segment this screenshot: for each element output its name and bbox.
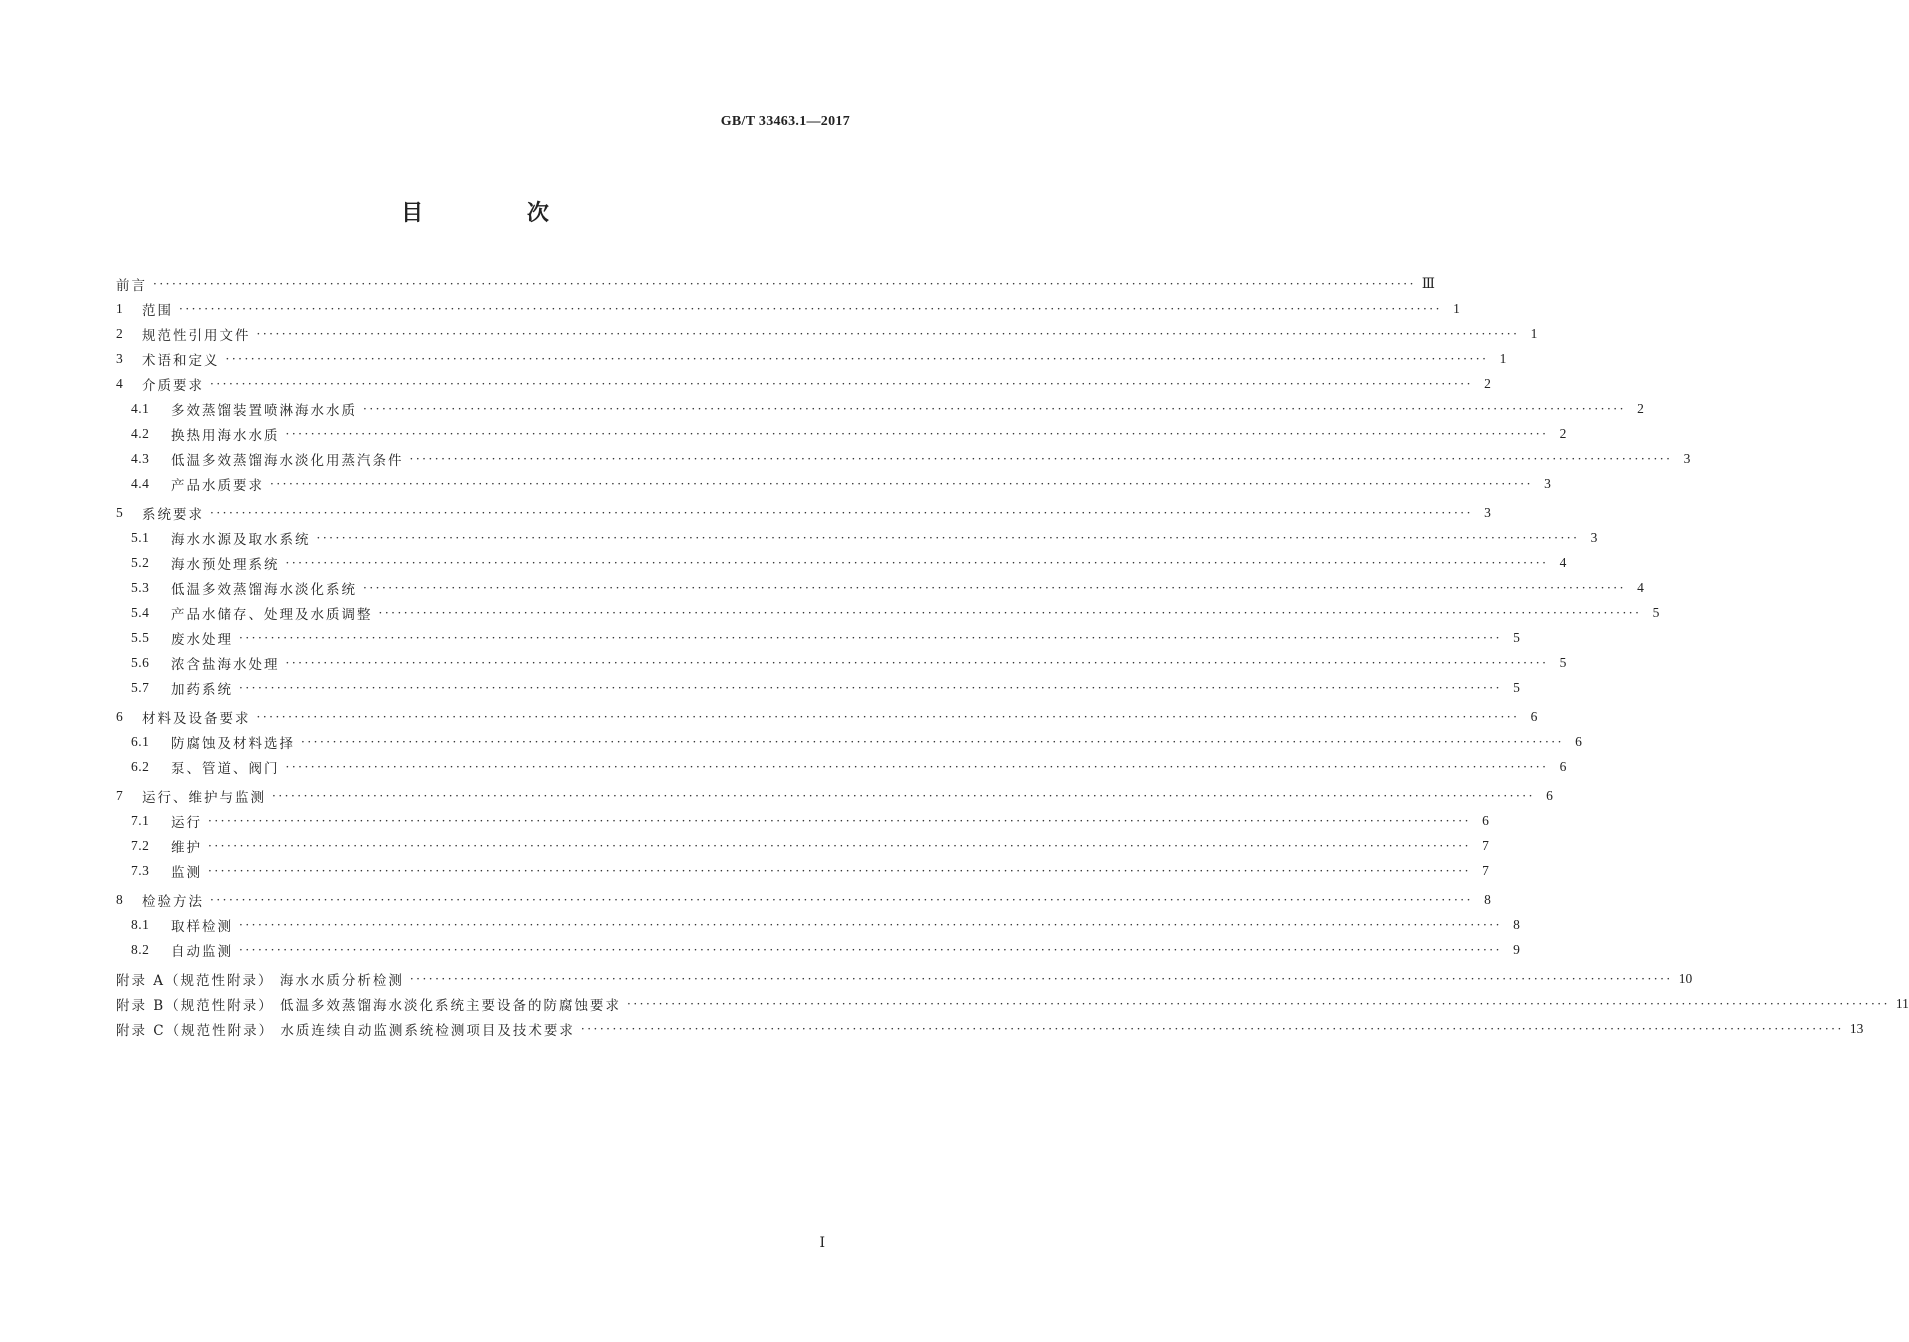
toc-leader-dots: ········································································································································································································ <box>153 276 1416 291</box>
toc-entry-page: Ⅲ <box>1421 275 1435 291</box>
toc-entry-page: 6 <box>1530 708 1538 724</box>
toc-entry[interactable] <box>116 575 1644 600</box>
toc-entry-label: 范围 <box>142 302 173 319</box>
toc-leader-dots: ········································································································································································································ <box>409 971 1673 986</box>
toc-entry[interactable] <box>116 525 1598 550</box>
toc-entry-page: 6 <box>1482 812 1489 828</box>
toc-entry-page: 5 <box>1513 679 1520 695</box>
toc-entry-page: 2 <box>1484 375 1491 391</box>
toc-entry-label: 附录 B（规范性附录） 低温多效蒸馏海水淡化系统主要设备的防腐蚀要求 <box>116 997 622 1014</box>
toc-entry-label: 运行、维护与监测 <box>142 789 266 806</box>
toc-leader-dots: ········································································································································································································ <box>363 401 1626 416</box>
toc-entry[interactable] <box>116 346 1507 371</box>
toc-entry-number: 4 <box>116 375 124 391</box>
toc-entry-number: 5.5 <box>131 629 150 645</box>
toc-entry[interactable] <box>116 396 1644 421</box>
toc-entry-page: 3 <box>1590 529 1598 545</box>
toc-entry-number: 5.7 <box>131 679 150 695</box>
toc-entry-label: 产品水储存、处理及水质调整 <box>171 606 373 623</box>
toc-entry[interactable] <box>116 675 1520 700</box>
toc-entry-page: 6 <box>1546 787 1553 803</box>
toc-leader-dots: ········································································································································································································ <box>225 351 1489 366</box>
toc-entry-label: 附录 A（规范性附录） 海水水质分析检测 <box>116 972 404 989</box>
toc-entry-number: 7 <box>116 787 124 803</box>
toc-entry-label: 加药系统 <box>171 681 233 698</box>
toc-entry-number: 2 <box>116 325 124 341</box>
toc-entry-label: 低温多效蒸馏海水淡化系统 <box>171 581 357 598</box>
toc-entry-page: 5 <box>1652 604 1660 620</box>
toc-entry[interactable] <box>116 471 1551 496</box>
toc-entry-label: 附录 C（规范性附录） 水质连续自动监测系统检测项目及技术要求 <box>116 1022 575 1039</box>
toc-entry-number: 4.2 <box>131 425 150 441</box>
toc-entry[interactable] <box>116 991 1909 1016</box>
toc-entry-page: 9 <box>1513 941 1520 957</box>
toc-entry[interactable] <box>116 887 1491 912</box>
toc-leader-dots: ········································································································································································································ <box>210 892 1473 907</box>
toc-leader-dots: ········································································································································································································ <box>580 1021 1844 1036</box>
toc-entry-label: 废水处理 <box>171 631 233 648</box>
toc-leader-dots: ········································································································································································································ <box>285 759 1549 774</box>
toc-entry-label: 监测 <box>171 864 202 881</box>
toc-entry-page: 5 <box>1559 654 1567 670</box>
toc-entry-page: 6 <box>1559 758 1567 774</box>
toc-entry-label: 维护 <box>171 839 202 856</box>
toc-leader-dots: ········································································································································································································ <box>301 734 1564 749</box>
toc-entry-page: 2 <box>1637 400 1644 416</box>
toc-entry-number: 5.6 <box>131 654 150 670</box>
toc-leader-dots: ········································································································································································································ <box>409 451 1673 466</box>
toc-leader-dots: ········································································································································································································ <box>285 426 1549 441</box>
toc-entry-page: 1 <box>1499 350 1507 366</box>
toc-entry-label: 产品水质要求 <box>171 477 264 494</box>
toc-entry-number: 4.3 <box>131 450 150 466</box>
toc-entry[interactable] <box>116 500 1491 525</box>
toc-entry-number: 5.2 <box>131 554 150 570</box>
toc-entry[interactable] <box>116 729 1582 754</box>
toc-entry-number: 6 <box>116 708 124 724</box>
toc-entry-page: 13 <box>1849 1020 1864 1036</box>
toc-entry[interactable] <box>116 296 1460 321</box>
toc-entry-number: 8 <box>116 891 124 907</box>
toc-entry[interactable] <box>116 650 1567 675</box>
toc-entry-page: 4 <box>1559 554 1567 570</box>
toc-entry[interactable] <box>116 858 1489 883</box>
toc-entry-number: 1 <box>116 300 124 316</box>
toc-leader-dots: ········································································································································································································ <box>239 942 1502 957</box>
toc-entry[interactable] <box>116 625 1520 650</box>
toc-entry-page: 2 <box>1559 425 1567 441</box>
toc-entry-number: 5.1 <box>131 529 150 545</box>
toc-entry[interactable] <box>116 371 1491 396</box>
toc-leader-dots: ········································································································································································································ <box>239 630 1502 645</box>
toc-entry-page: 7 <box>1482 837 1489 853</box>
toc-leader-dots: ········································································································································································································ <box>627 996 1890 1011</box>
toc-entry-number: 4.1 <box>131 400 150 416</box>
toc-entry-page: 8 <box>1513 916 1520 932</box>
toc-entry[interactable] <box>116 1016 1864 1041</box>
toc-entry[interactable] <box>116 421 1567 446</box>
toc-leader-dots: ········································································································································································································ <box>285 555 1549 570</box>
toc-leader-dots: ········································································································································································································ <box>378 605 1642 620</box>
toc-entry-label: 浓含盐海水处理 <box>171 656 280 673</box>
toc-entry-page: 11 <box>1895 995 1909 1011</box>
toc-entry[interactable] <box>116 704 1538 729</box>
toc-entry[interactable] <box>116 446 1691 471</box>
toc-entry-label: 泵、管道、阀门 <box>171 760 280 777</box>
toc-entry-number: 7.1 <box>131 812 150 828</box>
toc-entry-label: 规范性引用文件 <box>142 327 251 344</box>
toc-entry-number: 5 <box>116 504 124 520</box>
toc-entry[interactable] <box>116 937 1520 962</box>
toc-entry-number: 8.2 <box>131 941 150 957</box>
toc-entry[interactable] <box>116 912 1520 937</box>
toc-entry-label: 介质要求 <box>142 377 204 394</box>
standard-code: GB/T 33463.1—2017 <box>720 114 850 129</box>
toc-leader-dots: ········································································································································································································ <box>363 580 1626 595</box>
toc-entry-page: 10 <box>1678 970 1693 986</box>
toc-entry-page: 5 <box>1513 629 1520 645</box>
toc-entry-number: 6.2 <box>131 758 150 774</box>
toc-entry-page: 3 <box>1683 450 1691 466</box>
toc-entry-label: 取样检测 <box>171 918 233 935</box>
toc-entry-label: 低温多效蒸馏海水淡化用蒸汽条件 <box>171 452 404 469</box>
toc-entry-label: 前言 <box>116 277 147 294</box>
toc-entry-label: 材料及设备要求 <box>142 710 251 727</box>
page-number: Ⅰ <box>819 1236 825 1251</box>
toc-entry-number: 4.4 <box>131 475 150 491</box>
toc-leader-dots: ········································································································································································································ <box>239 680 1502 695</box>
toc-entry-label: 海水水源及取水系统 <box>171 531 311 548</box>
toc-entry-number: 5.4 <box>131 604 150 620</box>
toc-entry[interactable] <box>116 271 1435 296</box>
toc-entry-number: 5.3 <box>131 579 150 595</box>
toc-leader-dots: ········································································································································································································ <box>316 530 1580 545</box>
toc-entry-page: 4 <box>1637 579 1644 595</box>
toc-leader-dots: ········································································································································································································ <box>208 813 1471 828</box>
toc-entry-page: 3 <box>1484 504 1491 520</box>
toc-entry[interactable] <box>116 966 1693 991</box>
toc-entry-label: 自动监测 <box>171 943 233 960</box>
toc-entry-label: 系统要求 <box>142 506 204 523</box>
toc-entry-number: 7.2 <box>131 837 150 853</box>
toc-entry-number: 8.1 <box>131 916 150 932</box>
toc-entry-label: 多效蒸馏装置喷淋海水水质 <box>171 402 357 419</box>
toc-entry[interactable] <box>116 808 1489 833</box>
toc-entry-label: 换热用海水水质 <box>171 427 280 444</box>
toc-leader-dots: ········································································································································································································ <box>285 655 1549 670</box>
toc-leader-dots: ········································································································································································································ <box>256 709 1520 724</box>
toc-entry[interactable] <box>116 833 1489 858</box>
toc-entry-page: 6 <box>1575 733 1582 749</box>
toc-entry[interactable] <box>116 321 1538 346</box>
toc-entry[interactable] <box>116 754 1567 779</box>
toc-leader-dots: ········································································································································································································ <box>210 505 1473 520</box>
toc-entry-label: 术语和定义 <box>142 352 220 369</box>
toc-entry-label: 运行 <box>171 814 202 831</box>
toc-entry-number: 6.1 <box>131 733 150 749</box>
toc-leader-dots: ········································································································································································································ <box>272 788 1535 803</box>
page-title: 目 次 <box>401 200 597 226</box>
toc-leader-dots: ········································································································································································································ <box>210 376 1473 391</box>
toc-entry[interactable] <box>116 783 1553 808</box>
toc-entry[interactable] <box>116 600 1660 625</box>
toc-entry[interactable] <box>116 550 1567 575</box>
toc-leader-dots: ········································································································································································································ <box>208 863 1471 878</box>
toc-entry-number: 7.3 <box>131 862 150 878</box>
toc-entry-page: 8 <box>1484 891 1491 907</box>
toc-entry-label: 检验方法 <box>142 893 204 910</box>
toc-entry-page: 3 <box>1544 475 1551 491</box>
table-of-contents <box>116 271 1909 1041</box>
toc-leader-dots: ········································································································································································································ <box>256 326 1520 341</box>
toc-entry-number: 3 <box>116 350 124 366</box>
toc-entry-page: 1 <box>1453 300 1460 316</box>
toc-entry-page: 7 <box>1482 862 1489 878</box>
toc-entry-label: 海水预处理系统 <box>171 556 280 573</box>
toc-leader-dots: ········································································································································································································ <box>179 301 1442 316</box>
toc-entry-label: 防腐蚀及材料选择 <box>171 735 295 752</box>
toc-leader-dots: ········································································································································································································ <box>270 476 1533 491</box>
toc-entry-page: 1 <box>1530 325 1538 341</box>
toc-leader-dots: ········································································································································································································ <box>208 838 1471 853</box>
toc-leader-dots: ········································································································································································································ <box>239 917 1502 932</box>
